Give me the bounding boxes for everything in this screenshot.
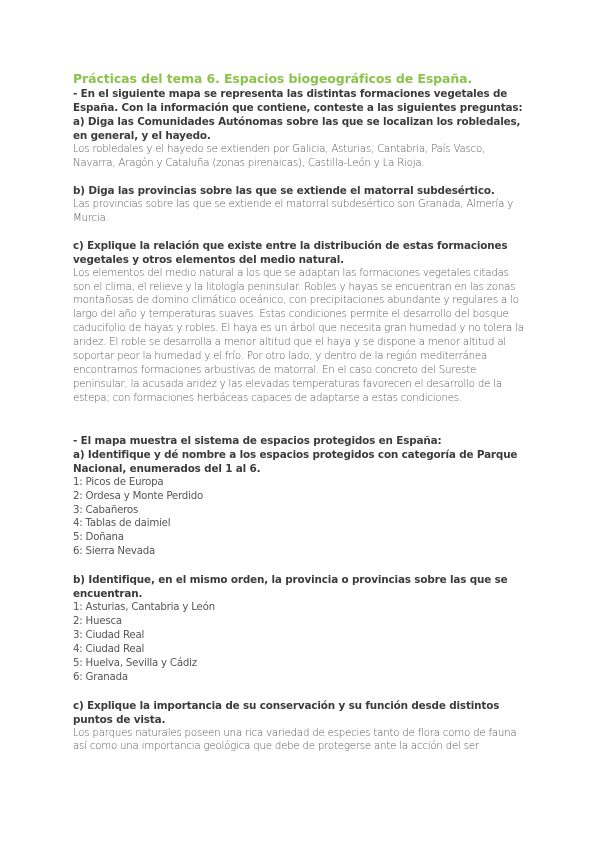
list-item: 3: Cabañeros (73, 504, 139, 516)
parks-list (73, 476, 528, 559)
page-title: Prácticas del tema 6. Espacios biogeográficos de España. (73, 71, 473, 86)
document-page (73, 70, 528, 754)
list-item: 1: Asturias, Cantabria y León (73, 602, 215, 614)
section1-question-b: b) Diga las provincias sobre las que se extiende el matorral subdesértico. (73, 184, 495, 197)
list-item: 2: Huesca (73, 616, 122, 628)
list-item: 4: Ciudad Real (73, 643, 145, 655)
section2-answer-c: Los parques naturales poseen una rica variedad de especies tanto de flora como de fauna así como una importancia geológica que debe de protegerse ante la acción del ser (73, 727, 517, 753)
section2-intro: - El mapa muestra el sistema de espacios protegidos en España: (73, 434, 442, 447)
provinces-list (73, 601, 528, 684)
section1-answer-c: Los elementos del medio natural a los que se adaptan las formaciones vegetales citadas son el clima, el relieve y la litología peninsular. Robles y hayas se encuentran en las zonas montañosas de domino climático oceánico, con precipitaciones abundante y regulares a lo largo del año y temperaturas suaves. Estas condiciones permite el desarrollo del bosque caducifolio de hayas y robles. El haya es un árbol que necesita gran humedad y no tolera la aridez. El roble se desarrolla a menor altitud que el haya y se dispone a menor altitud al soportar peor la humedad y el frío. Por otro lado, y dentro de la región mediterránea encontramos formaciones arbustivas de matorral. En el caso concreto del Sureste peninsular, la acusada aridez y las elevadas temperaturas favorecen el desarrollo de la estepa; con formaciones herbáceas capaces de adaptarse a estas condiciones. (73, 267, 524, 404)
section2-question-b: b) Identifique, en el mismo orden, la provincia o provincias sobre las que se encuentran. (73, 574, 508, 601)
section1-intro: - En el siguiente mapa se representa las distintas formaciones vegetales de España. Con la información que contiene, conteste a las siguientes preguntas: (73, 88, 523, 114)
list-item: 4: Tablas de daimiel (73, 518, 171, 530)
list-item: 3: Ciudad Real (73, 629, 145, 641)
list-item: 6: Granada (73, 671, 128, 683)
list-item: 5: Huelva, Sevilla y Cádiz (73, 657, 197, 669)
section2-question-c: c) Explique la importancia de su conservación y su función desde distintos puntos de vista. (73, 699, 500, 726)
section1-question-a: a) Diga las Comunidades Autónomas sobre las que se localizan los robledales, en general, y el hayedo. (73, 116, 521, 142)
section2-question-a: a) Identifique y dé nombre a los espacios protegidos con categoría de Parque Nacional, enumerados del 1 al 6. (73, 448, 518, 475)
section1-answer-b: Las provincias sobre las que se extiende el matorral subdesértico son Granada, Almería y Murcia. (73, 198, 514, 224)
section1-answer-a: Los robledales y el hayedo se extienden por Galicia, Asturias, Cantabria, País Vasco, Navarra, Aragón y Cataluña (zonas pirenaicas), Castilla-León y La Rioja. (73, 144, 486, 169)
list-item: 1: Picos de Europa (73, 476, 164, 488)
list-item: 5: Doñana (73, 532, 124, 544)
list-item: 6: Sierra Nevada (73, 546, 156, 558)
section1-question-c: c) Explique la relación que existe entre la distribución de estas formaciones vegetales y otros elementos del medio natural. (73, 239, 508, 266)
list-item: 2: Ordesa y Monte Perdido (73, 490, 204, 502)
